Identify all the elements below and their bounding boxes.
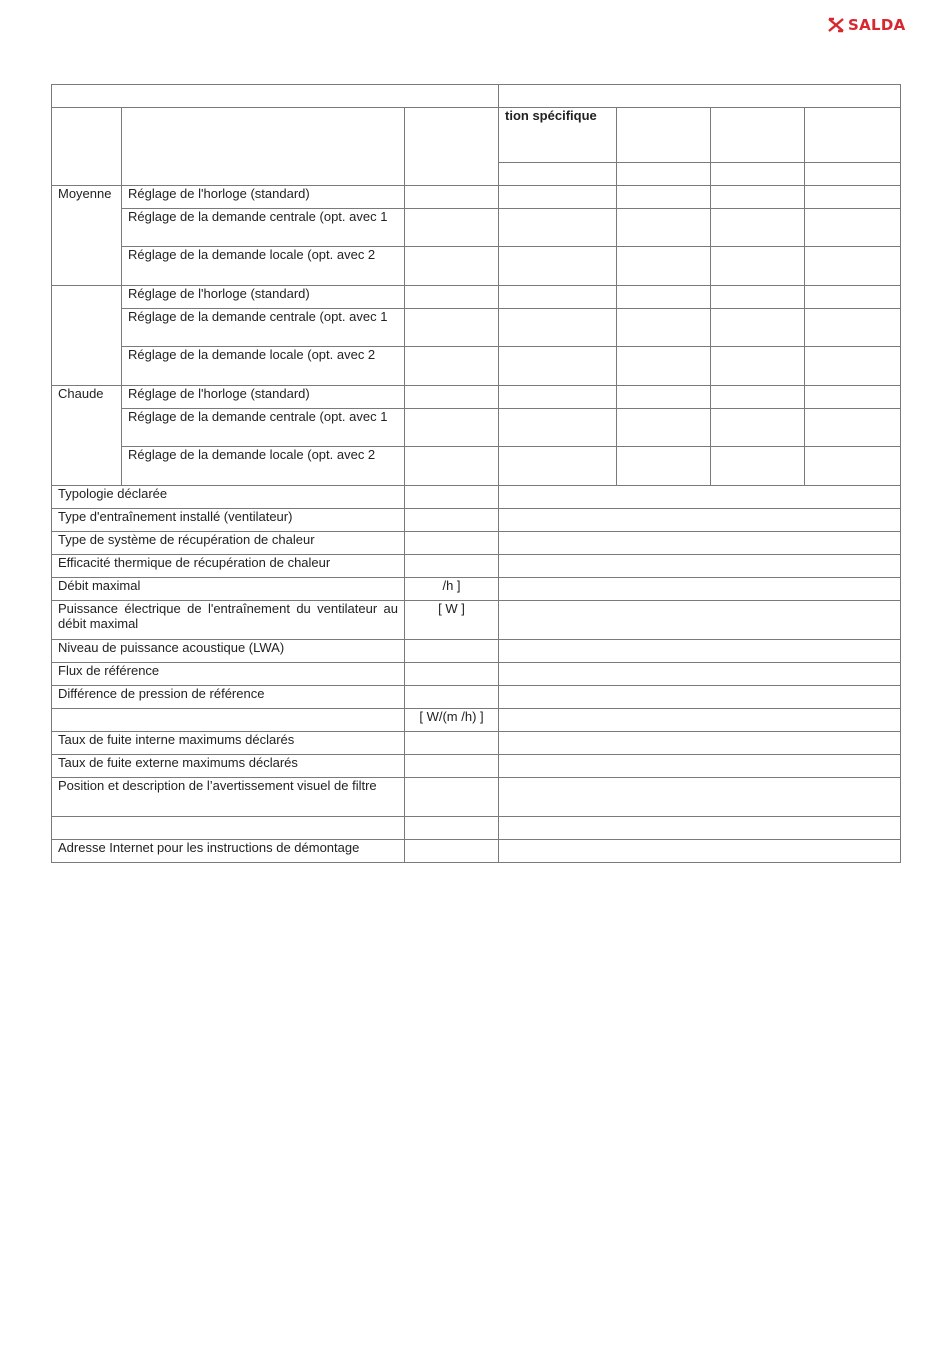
table-row <box>52 209 901 247</box>
param-label: Typologie déclarée <box>52 486 405 509</box>
climate-zone-label: Moyenne <box>52 186 122 286</box>
climate-zone-label <box>52 286 122 386</box>
header-mode-cell <box>122 108 405 186</box>
param-row <box>52 840 901 863</box>
header-right-cell <box>499 85 901 108</box>
salda-logo-icon <box>828 17 844 33</box>
param-unit <box>405 640 499 663</box>
param-value <box>499 686 901 709</box>
param-row <box>52 755 901 778</box>
param-label: Efficacité thermique de récupération de chaleur <box>52 555 405 578</box>
param-row <box>52 555 901 578</box>
header-unit-cell <box>405 108 499 186</box>
control-mode-label: Réglage de la demande locale (opt. avec 2 <box>122 447 405 486</box>
param-value <box>499 732 901 755</box>
param-label <box>52 709 405 732</box>
param-value <box>499 509 901 532</box>
param-value <box>499 555 901 578</box>
control-mode-label: Réglage de l'horloge (standard) <box>122 286 405 309</box>
param-value <box>499 578 901 601</box>
param-value <box>499 640 901 663</box>
header-col-5 <box>617 108 711 163</box>
param-row <box>52 817 901 840</box>
param-label: Taux de fuite externe maximums déclarés <box>52 755 405 778</box>
param-value <box>499 817 901 840</box>
header-left-cell <box>52 85 499 108</box>
param-unit <box>405 532 499 555</box>
param-label: Flux de référence <box>52 663 405 686</box>
param-label: Type de système de récupération de chaleur <box>52 532 405 555</box>
climate-zone-label: Chaude <box>52 386 122 486</box>
param-unit <box>405 486 499 509</box>
param-unit: /h ] <box>405 578 499 601</box>
param-value <box>499 532 901 555</box>
param-unit: [ W ] <box>405 601 499 640</box>
param-value <box>499 601 901 640</box>
param-row <box>52 578 901 601</box>
table-row <box>52 309 901 347</box>
param-value <box>499 778 901 817</box>
table-row <box>52 247 901 286</box>
param-row <box>52 486 901 509</box>
param-unit <box>405 840 499 863</box>
param-unit <box>405 755 499 778</box>
param-value <box>499 663 901 686</box>
control-mode-label: Réglage de la demande locale (opt. avec 2 <box>122 247 405 286</box>
param-unit <box>405 555 499 578</box>
header-col-7 <box>805 108 901 163</box>
param-unit <box>405 732 499 755</box>
control-mode-label: Réglage de la demande centrale (opt. avec 1 <box>122 409 405 447</box>
control-mode-label: Réglage de l'horloge (standard) <box>122 186 405 209</box>
param-label: Puissance électrique de l'entraînement du ventilateur au débit maximal <box>52 601 405 640</box>
param-unit <box>405 686 499 709</box>
param-row <box>52 686 901 709</box>
param-unit <box>405 817 499 840</box>
param-unit: [ W/(m /h) ] <box>405 709 499 732</box>
header-zone-cell <box>52 108 122 186</box>
control-mode-label: Réglage de la demande centrale (opt. avec 1 <box>122 309 405 347</box>
param-value <box>499 755 901 778</box>
control-mode-label: Réglage de l'horloge (standard) <box>122 386 405 409</box>
control-mode-label: Réglage de la demande centrale (opt. avec 1 <box>122 209 405 247</box>
header-row-title <box>52 85 901 108</box>
brand-name: SALDA <box>848 16 906 34</box>
param-row <box>52 601 901 640</box>
param-row <box>52 640 901 663</box>
param-unit <box>405 778 499 817</box>
param-unit <box>405 509 499 532</box>
header-sub-4 <box>499 163 617 186</box>
spec-table <box>51 84 901 863</box>
param-row <box>52 663 901 686</box>
salda-logo <box>828 16 906 34</box>
param-label: Niveau de puissance acoustique (LWA) <box>52 640 405 663</box>
table-row <box>52 347 901 386</box>
param-label: Débit maximal <box>52 578 405 601</box>
header-specific-consumption: tion spécifique <box>499 108 617 163</box>
param-unit <box>405 663 499 686</box>
param-label: Type d'entraînement installé (ventilateur) <box>52 509 405 532</box>
param-row <box>52 709 901 732</box>
header-row-columns <box>52 108 901 163</box>
param-row <box>52 532 901 555</box>
table-row <box>52 286 901 309</box>
param-value <box>499 840 901 863</box>
param-label <box>52 817 405 840</box>
table-row <box>52 386 901 409</box>
param-label: Adresse Internet pour les instructions de démontage <box>52 840 405 863</box>
param-row <box>52 509 901 532</box>
param-label: Position et description de l’avertissement visuel de filtre <box>52 778 405 817</box>
header-col-6 <box>711 108 805 163</box>
param-value <box>499 709 901 732</box>
table-row <box>52 186 901 209</box>
param-row <box>52 778 901 817</box>
header-sub-7 <box>805 163 901 186</box>
param-row <box>52 732 901 755</box>
table-row <box>52 409 901 447</box>
header-sub-6 <box>711 163 805 186</box>
param-label: Taux de fuite interne maximums déclarés <box>52 732 405 755</box>
param-label: Différence de pression de référence <box>52 686 405 709</box>
header-sub-5 <box>617 163 711 186</box>
param-value <box>499 486 901 509</box>
table-row <box>52 447 901 486</box>
control-mode-label: Réglage de la demande locale (opt. avec 2 <box>122 347 405 386</box>
